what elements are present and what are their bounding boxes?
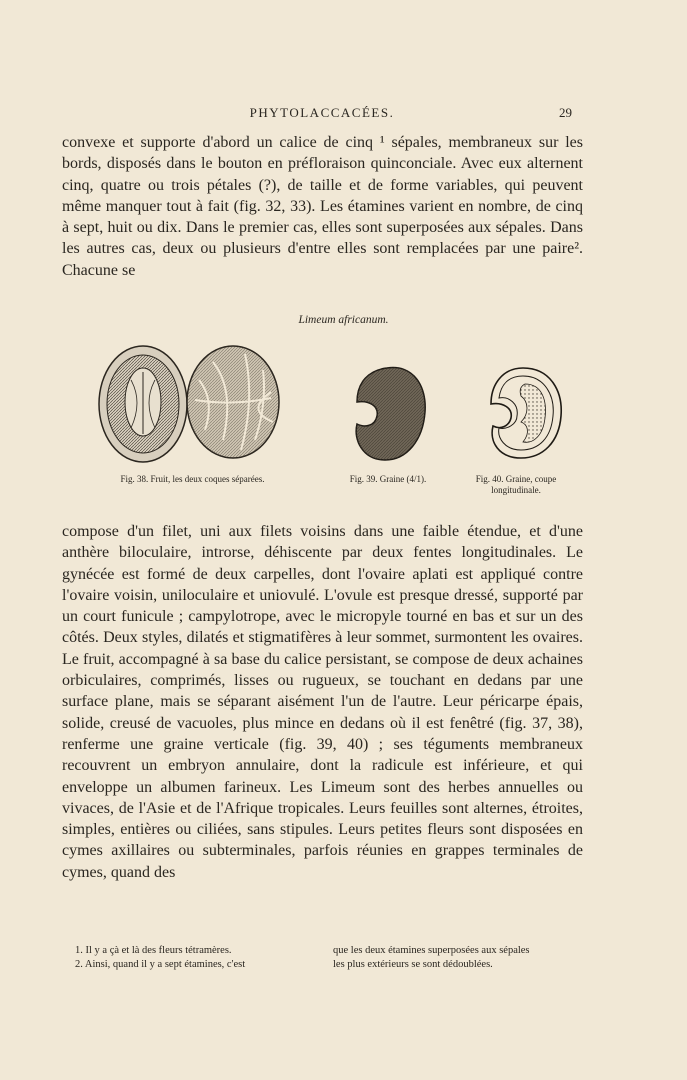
paragraph-2: compose d'un filet, uni aux filets voisins dans une faible étendue, et d'une anthère biloculaire, introrse, déhiscente par deux fentes longitudinales. Le gynécée est formé de deux carpelles, dont l'ovaire aplati est appliqué contre l'ovaire voisin, uniloculaire et uniovulé. L'ovule est presque dressé, supporté par un court funicule ; campylotrope, avec le micropyle tourné en bas et sur un des côtés. Deux styles, dilatés et stigmatifères à leur sommet, surmontent les ovaires. Le fruit, accompagné à sa base du calice persistant, se compose de deux achaines orbiculaires, comprimés, lisses ou rugueux, se touchant en dedans par une surface plane, mais se séparant aisément l'un de l'autre. Leur péricarpe épais, solide, creusé de vacuoles, plus mince en dedans où il est fenêtré (fig. 37, 38), renferme une graine verticale (fig. 39, 40) ; ses téguments membraneux recouvrent un embryon annulaire, dont la radicule est inférieure, et qui enveloppe un albumen farineux. Les Limeum sont des herbes annuelles ou vivaces, de l'Asie et de l'Afrique tropicales. Leurs feuilles sont alternes, étroites, simples, entières ou ciliées, sans stipules. Leurs petites fleurs sont disposées en cymes axillaires ou subterminales, parfois réunies en grappes terminales de cymes, quand des: [62, 523, 583, 881]
fig40-seed-section: [491, 368, 561, 458]
fig38-fruit-halves: [99, 346, 279, 462]
fig39-seed: [356, 368, 425, 460]
paragraph-bottom: [62, 521, 583, 883]
running-title: PHYTOLACCACÉES.: [249, 105, 395, 120]
footnote-1: 1. Il y a çà et là des fleurs tétramères.: [75, 945, 232, 956]
figure-title: Limeum africanum.: [298, 314, 389, 326]
footnote-2-continued: que les deux étamines superposées aux sépales: [333, 945, 530, 956]
footnotes-right-column: [333, 944, 585, 971]
paragraph-1: convexe et supporte d'abord un calice de cinq ¹ sépales, membraneux sur les bords, disposés dans le bouton en préfloraison quinconciale. Avec eux alternent cinq, quatre ou trois pétales (?), de taille et de forme variables, qui peuvent même manquer tout à fait (fig. 32, 33). Les étamines varient en nombre, de cinq à sept, huit ou dix. Dans le premier cas, elles sont superposées aux sépales. Dans les autres cas, deux ou plusieurs d'entre elles sont remplacées par une paire². Chacune se: [62, 134, 583, 279]
page-number: 29: [559, 105, 572, 120]
caption-fig40: Fig. 40. Graine, coupe longitudinale.: [475, 474, 557, 495]
caption-fig39: Fig. 39. Graine (4/1).: [349, 474, 427, 484]
footnotes-left-column: [75, 944, 325, 971]
footnote-2-end: les plus extérieurs se sont dédoublées.: [333, 958, 493, 970]
caption-fig38: Fig. 38. Fruit, les deux coques séparées.: [120, 474, 265, 484]
paragraph-top: [62, 132, 583, 281]
footnote-2: 2. Ainsi, quand il y a sept étamines, c'est: [75, 958, 246, 970]
